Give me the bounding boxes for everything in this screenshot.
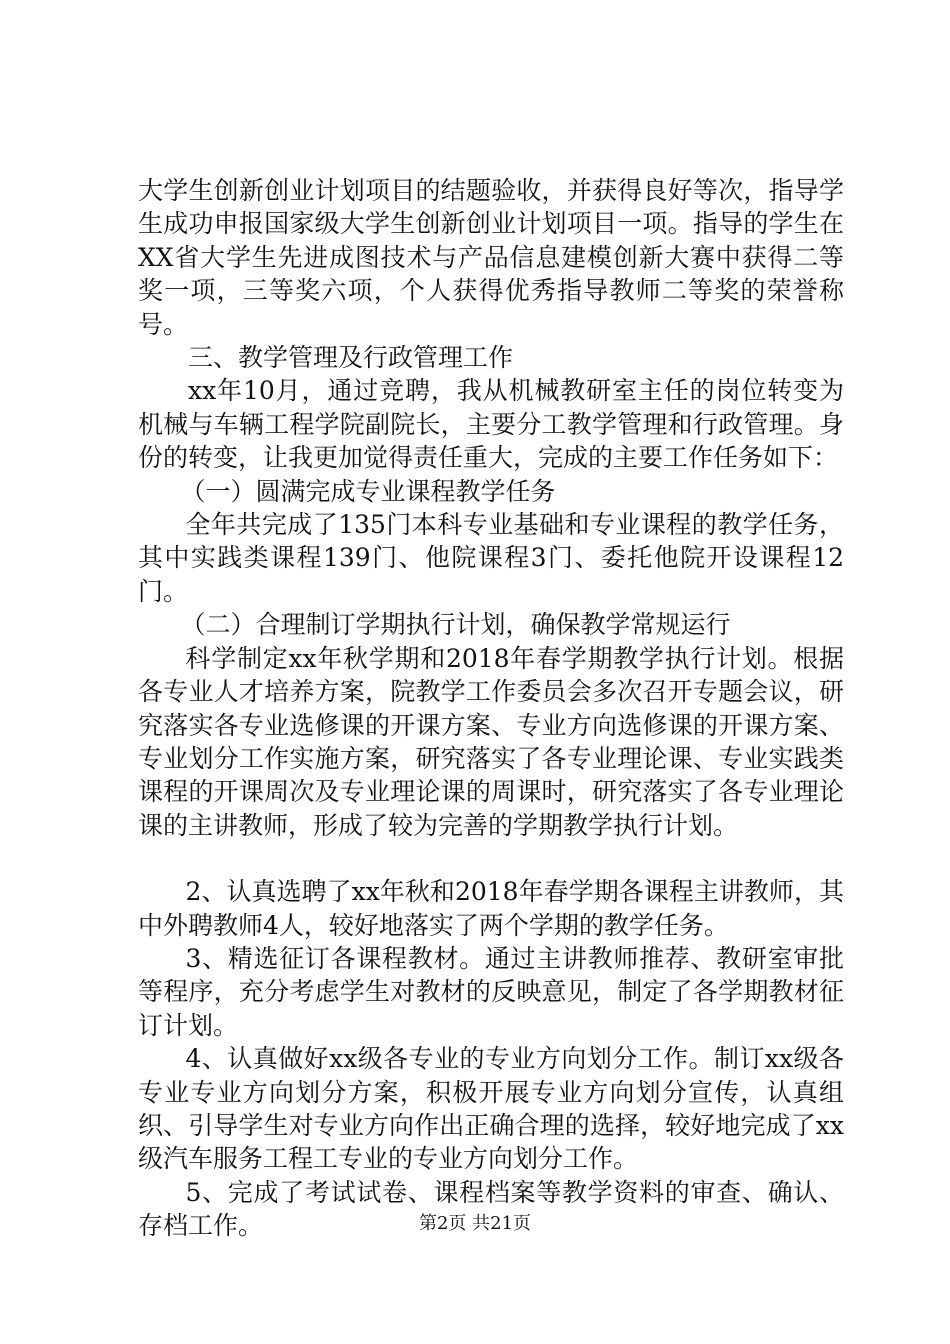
document-body	[138, 174, 844, 1243]
paragraph-course-count: 全年共完成了135门本科专业基础和专业课程的教学任务，其中实践类课程139门、他院课程3门、委托他院开设课程12门。	[138, 510, 844, 606]
paragraph-item-3: 3、精选征订各课程教材。通过主讲教师推荐、教研室审批等程序，充分考虑学生对教材的反映意见，制定了各学期教材征订计划。	[138, 943, 844, 1040]
section-heading-teaching-admin: 三、教学管理及行政管理工作	[188, 343, 514, 373]
paragraph-item-4: 4、认真做好xx级各专业的专业方向划分工作。制订xx级各专业专业方向划分方案，积极开展专业方向划分宣传，认真组织、引导学生对专业方向作出正确合理的选择，较好地完成了xx级汽车服务工程工专业的专业方向划分工作。	[138, 1044, 844, 1174]
paragraph-award-summary: 大学生创新创业计划项目的结题验收，并获得良好等次，指导学生成功申报国家级大学生创新创业计划项目一项。指导的学生在XX省大学生先进成图技术与产品信息建模创新大赛中获得二等奖一项，三等奖六项，个人获得优秀指导教师二等奖的荣誉称号。	[138, 176, 844, 339]
page-number-footer: 第2页 共21页	[418, 1213, 532, 1234]
subheading-course-tasks: （一）圆满完成专业课程教学任务	[180, 476, 556, 506]
paragraph-spacer	[138, 842, 844, 875]
paragraph-item-2: 2、认真选聘了xx年秋和2018年春学期各课程主讲教师，其中外聘教师4人，较好地落实了两个学期的教学任务。	[138, 877, 844, 940]
paragraph-semester-plan: 科学制定xx年秋学期和2018年春学期教学执行计划。根据各专业人才培养方案，院教学工作委员会多次召开专题会议，研究落实各专业选修课的开课方案、专业方向选修课的开课方案、专业划分工作实施方案，研究落实了各专业理论课、专业实践类课程的开课周次及专业理论课的周课时，研究落实了各专业理论课的主讲教师，形成了较为完善的学期教学执行计划。	[138, 643, 844, 840]
paragraph-item-5: 5、完成了考试试卷、课程档案等教学资料的审查、确认、存档工作。	[138, 1177, 844, 1241]
paragraph-role-change: xx年10月，通过竞聘，我从机械教研室主任的岗位转变为机械与车辆工程学院副院长，主要分工教学管理和行政管理。身份的转变，让我更加觉得责任重大，完成的主要工作任务如下：	[138, 376, 844, 473]
subheading-semester-plan: （二）合理制订学期执行计划，确保教学常规运行	[180, 610, 731, 640]
